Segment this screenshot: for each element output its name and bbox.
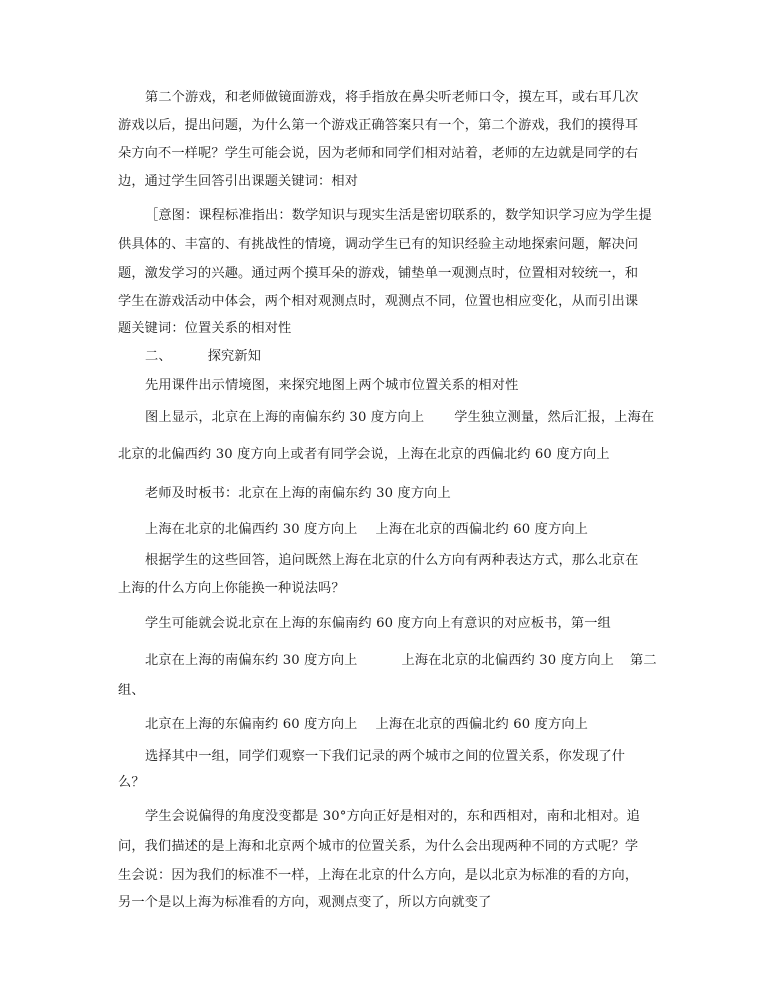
text-segment: 北京在上海的南偏东约 30 度方向上 [145,653,358,668]
paragraph-line: 另一个是以上海为标准看的方向，观测点变了，所以方向就变了 [118,895,492,910]
paragraph-line: 题，激发学习的兴趣。通过两个摸耳朵的游戏，铺垫单一观测点时，位置相对较统一，和 [118,266,639,281]
text-segment: 上海在北京的北偏西约 30 度方向上 [145,522,358,537]
text-segment: 上海在北京的北偏西约 30 度方向上 [401,653,614,668]
paragraph-line: ［意图：课程标准指出：数学知识与现实生活是密切联系的，数学知识学习应为学生提 [145,208,652,223]
paragraph-line: 朵方向不一样呢？学生可能会说，因为老师和同学们相对站着，老师的左边就是同学的右 [118,146,639,161]
paragraph-line: 组、 [118,683,145,698]
text-segment: 图上显示，北京在上海的南偏东约 30 度方向上 [145,410,425,425]
paragraph-line: 学生会说偏得的角度没变都是 30°方向正好是相对的，东和西相对，南和北相对。追 [145,809,640,824]
paragraph-line: 学生在游戏活动中体会，两个相对观测点时，观测点不同，位置也相应变化，从而引出课 [118,294,639,309]
text-segment: 上海在北京的西偏北约 60 度方向上 [375,717,588,732]
paragraph-line: 供具体的、丰富的、有挑战性的情境，调动学生已有的知识经验主动地探索问题，解决问 [118,237,639,252]
text-segment: 上海在北京的西偏北约 60 度方向上 [375,522,588,537]
paragraph-line: 游戏以后，提出问题，为什么第一个游戏正确答案只有一个，第二个游戏，我们的摸得耳 [118,118,639,133]
section-number: 二、 [145,349,172,364]
paragraph-line [145,521,588,539]
text-segment: 北京在上海的东偏南约 60 度方向上 [145,717,358,732]
paragraph-line [145,409,654,427]
paragraph-line: 选择其中一组，同学们观察一下我们记录的两个城市之间的位置关系，你发现了什 [145,749,626,764]
paragraph-line: 老师及时板书：北京在上海的南偏东约 30 度方向上 [145,486,451,501]
paragraph-line: 边，通过学生回答引出课题关键词：相对 [118,174,359,189]
text-segment: 学生独立测量，然后汇报，上海在 [454,410,655,425]
paragraph-line: 么？ [118,775,145,790]
text-segment: 第二 [630,653,657,668]
paragraph-line: 先用课件出示情境图，来探究地图上两个城市位置关系的相对性 [145,378,519,393]
paragraph-line: 学生可能就会说北京在上海的东偏南约 60 度方向上有意识的对应板书，第一组 [145,616,611,631]
paragraph-line: 根据学生的这些回答，追问既然上海在北京的什么方向有两种表达方式，那么北京在 [145,553,639,568]
paragraph-line: 问，我们描述的是上海和北京两个城市的位置关系，为什么会出现两种不同的方式呢？学 [118,839,639,854]
paragraph-line: 题关键词：位置关系的相对性 [118,321,292,336]
paragraph-line [145,716,588,734]
section-heading [145,348,261,366]
paragraph-line: 生会说：因为我们的标准不一样，上海在北京的什么方向，是以北京为标准的看的方向， [118,868,639,883]
paragraph-line: 北京的北偏西约 30 度方向上或者有同学会说，上海在北京的西偏北约 60 度方向上 [118,447,610,462]
section-title: 探究新知 [207,349,262,364]
paragraph-line: 上海的什么方向上你能换一种说法吗？ [118,581,345,596]
paragraph-line [145,652,657,670]
paragraph-line: 第二个游戏，和老师做镜面游戏，将手指放在鼻尖听老师口令，摸左耳，或右耳几次 [145,90,639,105]
